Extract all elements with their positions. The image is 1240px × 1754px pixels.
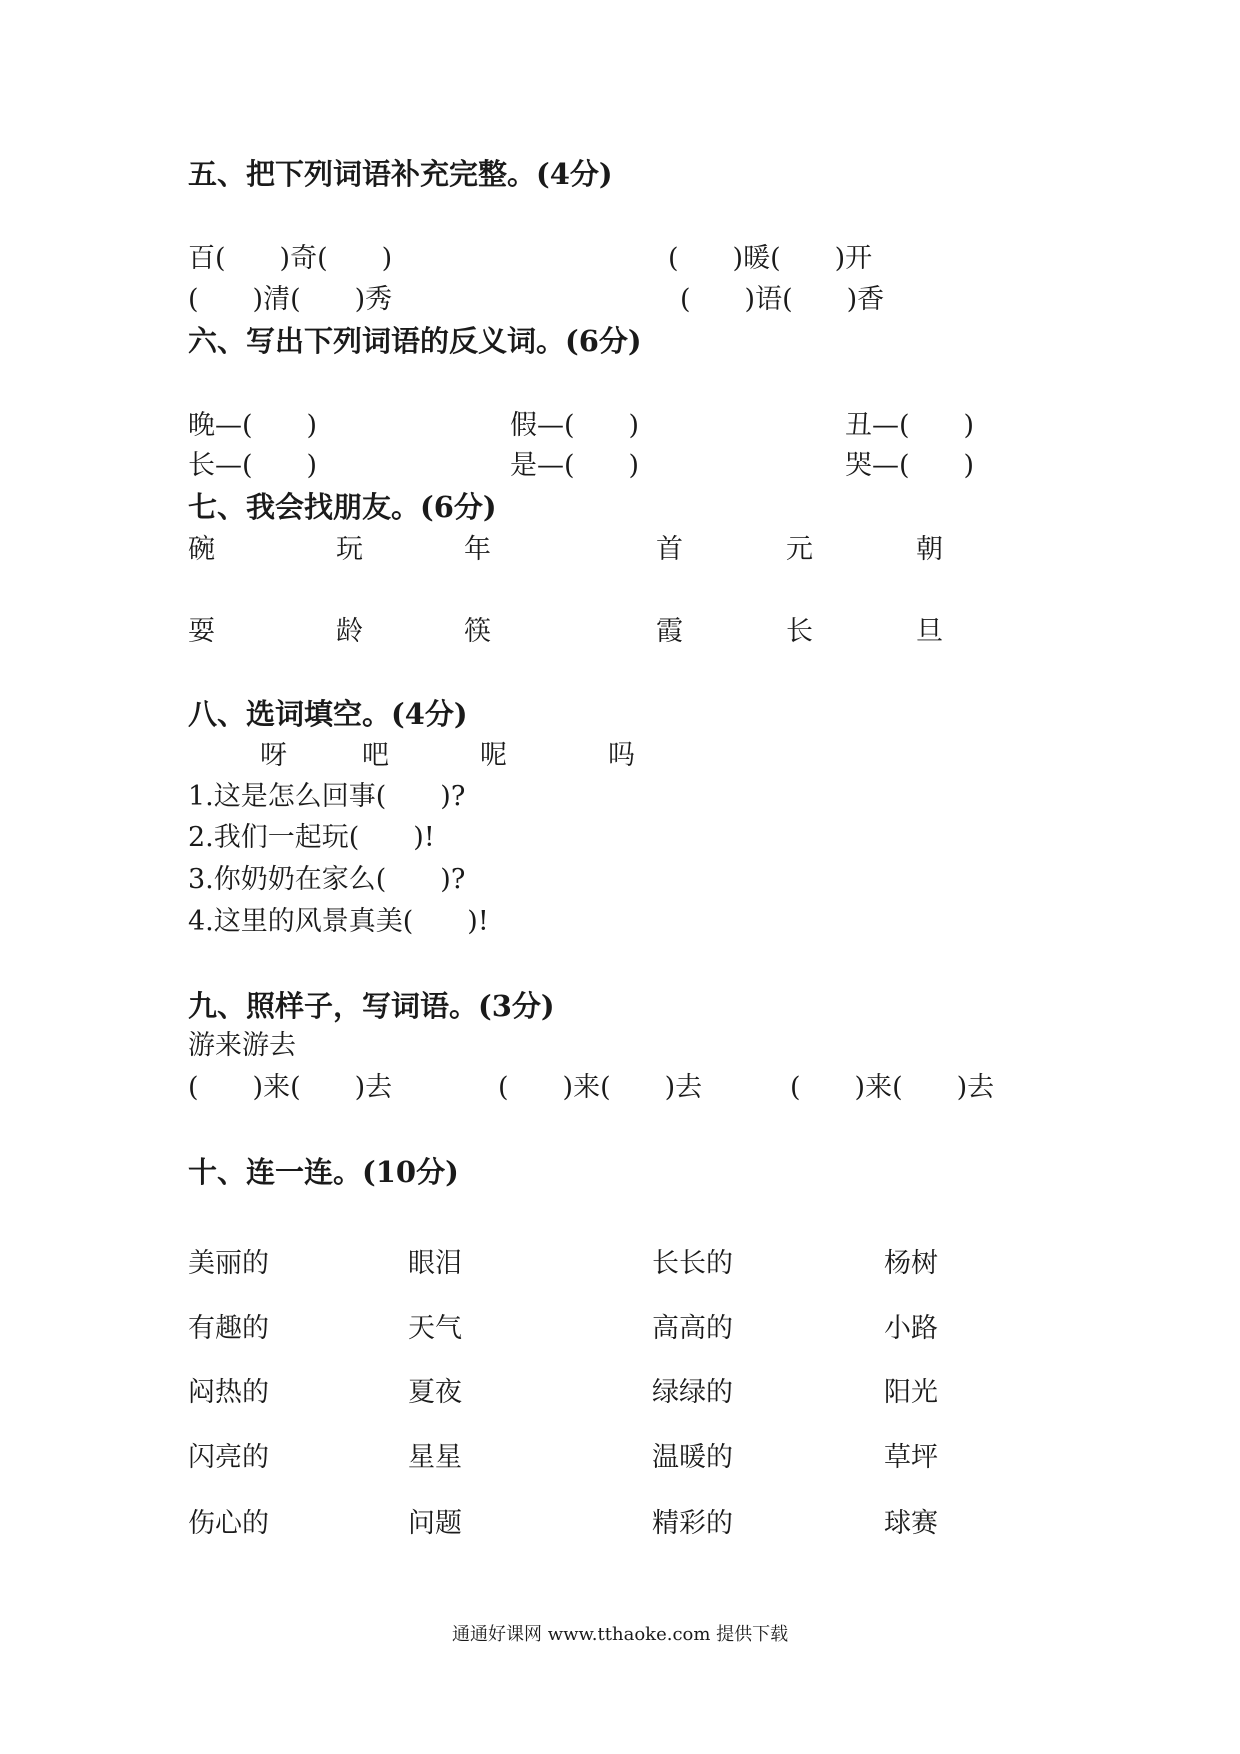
s10-adjective: 精彩的 — [652, 1508, 733, 1539]
s10-noun: 天气 — [408, 1313, 462, 1344]
s7-char: 龄 — [336, 616, 363, 647]
s6-item: 假—( ) — [510, 410, 640, 441]
s9-blank: ( )来( )去 — [498, 1072, 703, 1103]
s9-example: 游来游去 — [188, 1030, 296, 1061]
s10-adjective: 绿绿的 — [652, 1377, 733, 1408]
s7-char: 碗 — [188, 534, 215, 565]
s6-item: 是—( ) — [510, 450, 640, 481]
s7-char: 年 — [464, 534, 491, 565]
s8-question: 3.你奶奶在家么( )? — [188, 864, 466, 895]
s10-adjective: 闪亮的 — [188, 1442, 269, 1473]
s5-item: 百( )奇( ) — [188, 243, 393, 274]
s8-choice: 呀 — [260, 740, 287, 771]
s7-char: 朝 — [916, 534, 943, 565]
section-10-title: 十、连一连。(10分) — [188, 1155, 459, 1189]
s10-noun: 小路 — [884, 1313, 938, 1344]
s10-noun: 夏夜 — [408, 1377, 462, 1408]
s7-char: 长 — [786, 616, 813, 647]
s7-char: 玩 — [336, 534, 363, 565]
s7-char: 首 — [656, 534, 683, 565]
section-7-title: 七、我会找朋友。(6分) — [188, 490, 497, 524]
s8-question: 4.这里的风景真美( )! — [188, 906, 489, 937]
s7-char: 霞 — [656, 616, 683, 647]
s7-char: 元 — [786, 534, 813, 565]
s8-choice: 吗 — [608, 740, 635, 771]
section-8-title: 八、选词填空。(4分) — [188, 697, 468, 731]
s6-item: 丑—( ) — [845, 410, 975, 441]
section-6-title: 六、写出下列词语的反义词。(6分) — [188, 324, 642, 358]
s10-adjective: 长长的 — [652, 1248, 733, 1279]
s7-char: 耍 — [188, 616, 215, 647]
s6-item: 晚—( ) — [188, 410, 318, 441]
s8-question: 1.这是怎么回事( )? — [188, 781, 466, 812]
s10-noun: 球赛 — [884, 1508, 938, 1539]
s6-item: 长—( ) — [188, 450, 318, 481]
s10-adjective: 温暖的 — [652, 1442, 733, 1473]
s6-item: 哭—( ) — [845, 450, 975, 481]
section-9-title: 九、照样子，写词语。(3分) — [188, 989, 555, 1023]
section-5-title: 五、把下列词语补充完整。(4分) — [188, 157, 613, 191]
s5-item: ( )语( )香 — [680, 284, 885, 315]
s10-noun: 草坪 — [884, 1442, 938, 1473]
s10-adjective: 闷热的 — [188, 1377, 269, 1408]
s9-blank: ( )来( )去 — [790, 1072, 995, 1103]
s7-char: 筷 — [464, 616, 491, 647]
s7-char: 旦 — [916, 616, 943, 647]
footer-credit: 通通好课网 www.tthaoke.com 提供下载 — [452, 1624, 789, 1645]
s10-adjective: 伤心的 — [188, 1508, 269, 1539]
s10-noun: 眼泪 — [408, 1248, 462, 1279]
s8-choice: 呢 — [480, 740, 507, 771]
s10-adjective: 有趣的 — [188, 1313, 269, 1344]
s10-noun: 星星 — [408, 1442, 462, 1473]
s10-noun: 问题 — [408, 1508, 462, 1539]
s5-item: ( )清( )秀 — [188, 284, 393, 315]
s5-item: ( )暖( )开 — [668, 243, 873, 274]
s10-noun: 阳光 — [884, 1377, 938, 1408]
s9-blank: ( )来( )去 — [188, 1072, 393, 1103]
s8-question: 2.我们一起玩( )! — [188, 822, 435, 853]
s10-adjective: 高高的 — [652, 1313, 733, 1344]
s10-adjective: 美丽的 — [188, 1248, 269, 1279]
s10-noun: 杨树 — [884, 1248, 938, 1279]
s8-choice: 吧 — [362, 740, 389, 771]
